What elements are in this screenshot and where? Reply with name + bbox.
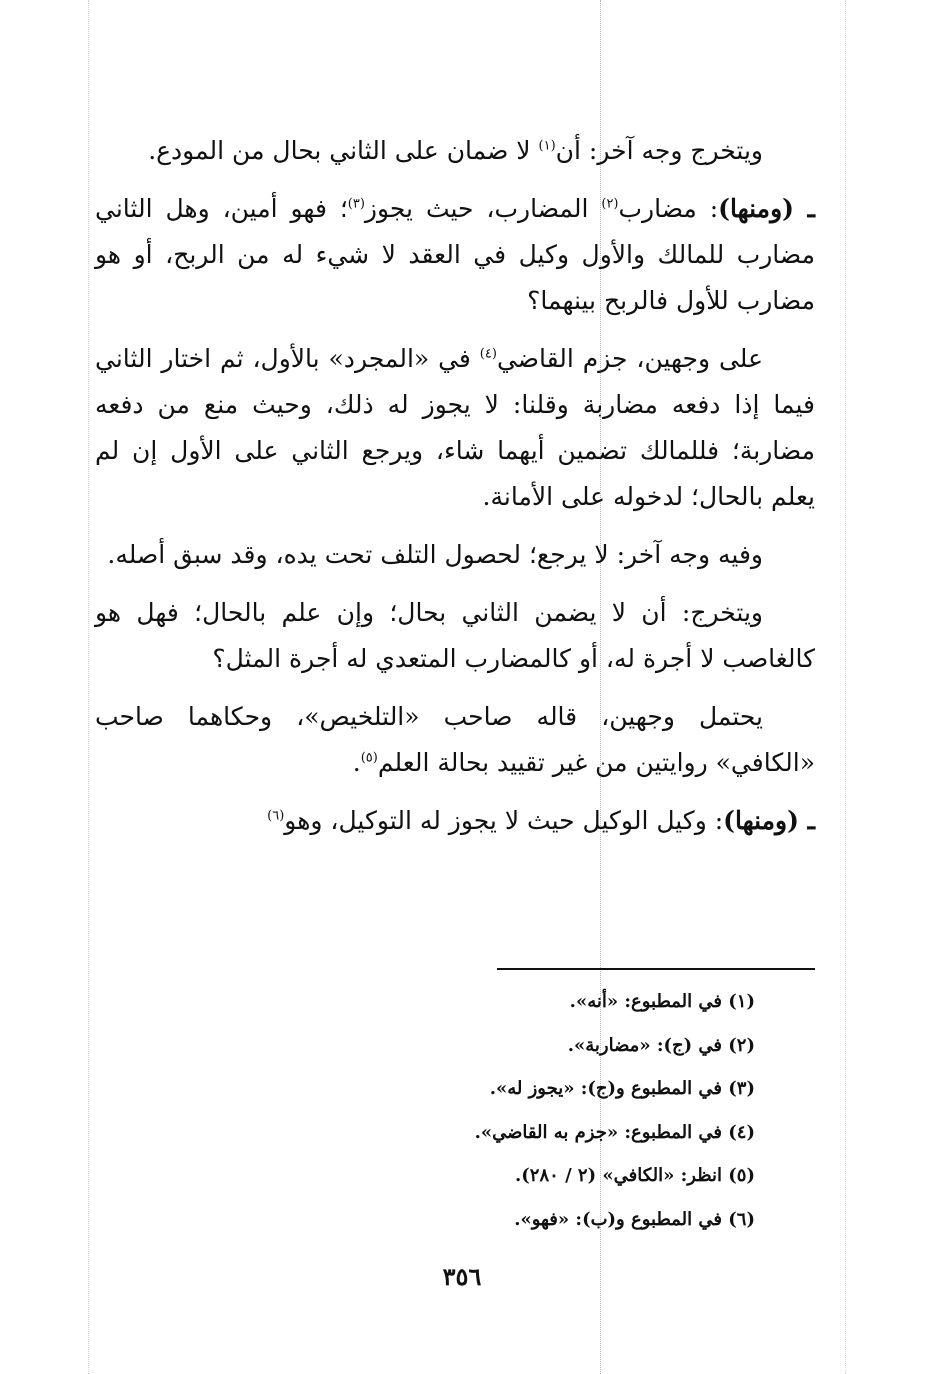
footnote-marker[interactable]: (٤): [479, 346, 497, 362]
footnote-marker[interactable]: (١): [538, 138, 556, 154]
paragraph: [95, 128, 815, 174]
paragraph-lead: ـ (ومنها): [723, 806, 815, 835]
paragraph-text: وفيه وجه آخر: لا يرجع؛ لحصول التلف تحت يده، وقد سبق أصله.: [107, 540, 763, 569]
paragraph-text: المضارب، حيث يجوز: [364, 194, 602, 223]
paragraph-text: ؛ فهو أمين، وهل الثاني مضارب للمالك والأول وكيل في العقد لا شيء له من الربح، أو هو مضارب للأول فالربح بينهما؟: [95, 194, 815, 315]
paragraph-text: : وكيل الوكيل حيث لا يجوز له التوكيل، وهو: [284, 806, 724, 835]
paragraph-text: على وجهين، جزم القاضي: [496, 344, 764, 373]
paragraph: [95, 590, 815, 682]
footnote-marker[interactable]: (٢): [601, 196, 619, 212]
footnote: (٢) في (ج): «مضاربة».: [567, 1034, 755, 1056]
paragraph: [95, 694, 815, 786]
footnote-divider: [497, 968, 815, 970]
paragraph-text: في «المجرد» بالأول، ثم اختار الثاني فيما إذا دفعه مضاربة وقلنا: لا يجوز له ذلك، وحيث منع من دفعه مضاربة؛ فللمالك تضمين أيهما شاء، ويرجع الثاني على الأول إن لم يعلم بالحال؛ لدخوله على الأمانة.: [95, 344, 815, 511]
scan-artifact-left: [88, 0, 89, 1374]
paragraph-text: يحتمل وجهين، قاله صاحب «التلخيص»، وحكاهما صاحب «الكافي» روايتين من غير تقييد بحالة العلم: [95, 702, 815, 777]
scan-artifact-right: [845, 0, 846, 1374]
paragraph-text: ويتخرج: أن لا يضمن الثاني بحال؛ وإن علم بالحال؛ فهل هو كالغاصب لا أجرة له، أو كالمضارب المتعدي له أجرة المثل؟: [95, 598, 815, 673]
page-number: ٣٥٦: [442, 1262, 482, 1291]
paragraph-text: ويتخرج وجه آخر: أن: [555, 136, 763, 165]
footnote: (٣) في المطبوع و(ج): «يجوز له».: [489, 1078, 755, 1099]
footnote-marker[interactable]: (٥): [360, 750, 378, 766]
footnote-marker[interactable]: (٣): [347, 196, 365, 212]
paragraph-text: : مضارب: [618, 194, 719, 223]
paragraph-text: .: [352, 748, 361, 777]
paragraph: [95, 798, 815, 844]
footnote: (٥) انظر: «الكافي» (٢ / ٢٨٠).: [515, 1165, 755, 1186]
footnotes: [300, 980, 755, 1241]
footnote-marker[interactable]: (٦): [267, 808, 285, 824]
main-text: [95, 128, 815, 856]
paragraph: [95, 336, 815, 520]
footnote: (٦) في المطبوع و(ب): «فهو».: [514, 1208, 755, 1230]
footnote: (١) في المطبوع: «أنه».: [569, 991, 755, 1012]
paragraph: [95, 186, 815, 324]
paragraph-text: لا ضمان على الثاني بحال من المودع.: [148, 136, 539, 165]
paragraph: [95, 532, 815, 578]
paragraph-lead: ـ (ومنها): [718, 194, 815, 223]
footnote: (٤) في المطبوع: «جزم به القاضي».: [474, 1121, 755, 1143]
